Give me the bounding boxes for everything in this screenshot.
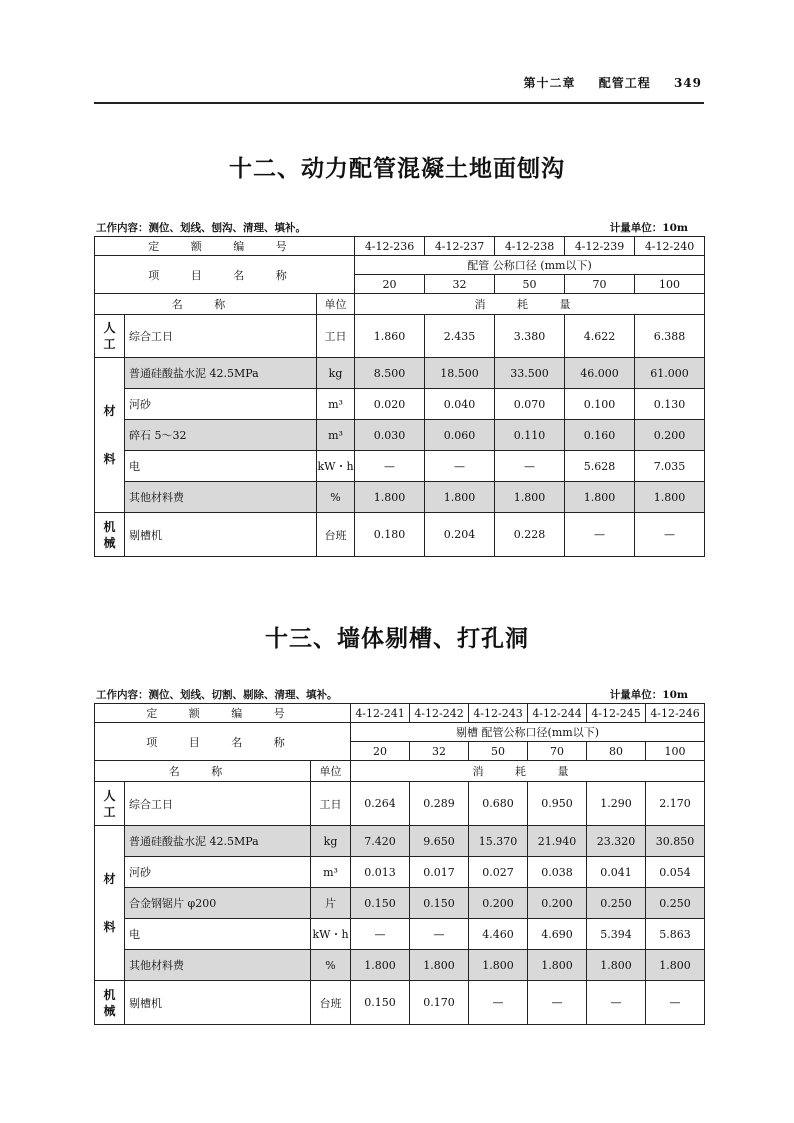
page-number: 349	[673, 76, 702, 90]
value-cell: 15.370	[469, 826, 528, 857]
resource-name: 电	[125, 919, 311, 950]
value-cell: 1.800	[528, 950, 587, 981]
unit-column-label: 单位	[311, 761, 351, 782]
consumption-label: 消 耗 量	[355, 294, 705, 315]
category-labor: 人 工	[95, 315, 125, 358]
resource-name: 其他材料费	[125, 482, 317, 513]
diameter-cell: 70	[565, 275, 635, 294]
value-cell: 0.110	[495, 420, 565, 451]
page-header	[94, 72, 704, 104]
value-cell: 0.150	[351, 888, 410, 919]
code-cell: 4-12-238	[495, 237, 565, 256]
diameter-cell: 70	[528, 742, 587, 761]
value-cell: 1.860	[355, 315, 425, 358]
resource-name: 碎石 5～32	[125, 420, 317, 451]
resource-unit: 片	[311, 888, 351, 919]
value-cell: 6.388	[635, 315, 705, 358]
value-cell: 0.950	[528, 782, 587, 826]
resource-name: 剔槽机	[125, 981, 311, 1025]
diameter-cell: 32	[410, 742, 469, 761]
value-cell: —	[587, 981, 646, 1025]
value-cell: 0.680	[469, 782, 528, 826]
value-cell: 1.800	[410, 950, 469, 981]
section2-meta	[94, 687, 704, 701]
diameter-header: 剔槽 配管公称口径(mm以下)	[351, 723, 705, 742]
resource-unit: m³	[311, 857, 351, 888]
unit-column-label: 单位	[317, 294, 355, 315]
value-cell: 3.380	[495, 315, 565, 358]
value-cell: 0.228	[495, 513, 565, 557]
value-cell: 0.200	[635, 420, 705, 451]
measure-unit: 计量单位：10m	[609, 689, 688, 701]
value-cell: —	[410, 919, 469, 950]
resource-unit: kW・h	[311, 919, 351, 950]
value-cell: 0.250	[646, 888, 705, 919]
value-cell: 8.500	[355, 358, 425, 389]
value-cell: 0.027	[469, 857, 528, 888]
section-label: 配管工程	[598, 76, 651, 90]
value-cell: 0.013	[351, 857, 410, 888]
resource-name: 剔槽机	[125, 513, 317, 557]
value-cell: 33.500	[495, 358, 565, 389]
code-cell: 4-12-245	[587, 704, 646, 723]
value-cell: 1.800	[587, 950, 646, 981]
value-cell: 1.800	[355, 482, 425, 513]
resource-unit: m³	[317, 389, 355, 420]
value-cell: 1.800	[351, 950, 410, 981]
resource-name: 综合工日	[125, 315, 317, 358]
section1-title: 十二、动力配管混凝土地面刨沟	[229, 156, 565, 182]
resource-unit: kW・h	[317, 451, 355, 482]
category-machinery: 机 械	[95, 513, 125, 557]
value-cell: —	[425, 451, 495, 482]
resource-unit: 台班	[311, 981, 351, 1025]
code-cell: 4-12-240	[635, 237, 705, 256]
value-cell: 0.150	[410, 888, 469, 919]
value-cell: —	[565, 513, 635, 557]
code-cell: 4-12-243	[469, 704, 528, 723]
value-cell: —	[469, 981, 528, 1025]
diameter-cell: 32	[425, 275, 495, 294]
value-cell: 0.070	[495, 389, 565, 420]
value-cell: 1.800	[565, 482, 635, 513]
category-labor: 人 工	[95, 782, 125, 826]
resource-unit: 工日	[317, 315, 355, 358]
code-cell: 4-12-246	[646, 704, 705, 723]
code-cell: 4-12-236	[355, 237, 425, 256]
resource-unit: 工日	[311, 782, 351, 826]
value-cell: 9.650	[410, 826, 469, 857]
value-cell: 0.150	[351, 981, 410, 1025]
value-cell: 1.800	[425, 482, 495, 513]
value-cell: 1.800	[495, 482, 565, 513]
resource-unit: kg	[317, 358, 355, 389]
work-content: 工作内容：测位、划线、切割、剔除、清理、填补。	[96, 689, 338, 701]
quota-number-label: 定 额 编 号	[95, 237, 355, 256]
value-cell: 0.060	[425, 420, 495, 451]
value-cell: 0.200	[528, 888, 587, 919]
code-cell: 4-12-242	[410, 704, 469, 723]
resource-unit: kg	[311, 826, 351, 857]
value-cell: 0.180	[355, 513, 425, 557]
value-cell: 0.041	[587, 857, 646, 888]
value-cell: 0.160	[565, 420, 635, 451]
work-content: 工作内容：测位、划线、刨沟、清理、填补。	[96, 222, 306, 234]
diameter-cell: 50	[469, 742, 528, 761]
measure-unit: 计量单位：10m	[609, 222, 688, 234]
resource-unit: %	[317, 482, 355, 513]
consumption-label: 消 耗 量	[351, 761, 705, 782]
code-cell: 4-12-241	[351, 704, 410, 723]
value-cell: 0.054	[646, 857, 705, 888]
value-cell: 4.460	[469, 919, 528, 950]
diameter-cell: 80	[587, 742, 646, 761]
value-cell: 1.800	[469, 950, 528, 981]
value-cell: 0.130	[635, 389, 705, 420]
diameter-cell: 50	[495, 275, 565, 294]
value-cell: 5.863	[646, 919, 705, 950]
quota-table-2	[94, 703, 705, 1025]
value-cell: 2.170	[646, 782, 705, 826]
value-cell: 1.800	[646, 950, 705, 981]
value-cell: 61.000	[635, 358, 705, 389]
value-cell: 0.030	[355, 420, 425, 451]
resource-name: 普通硅酸盐水泥 42.5MPa	[125, 826, 311, 857]
resource-name: 电	[125, 451, 317, 482]
value-cell: 0.289	[410, 782, 469, 826]
code-cell: 4-12-237	[425, 237, 495, 256]
value-cell: 4.622	[565, 315, 635, 358]
diameter-cell: 20	[355, 275, 425, 294]
resource-unit: m³	[317, 420, 355, 451]
value-cell: 7.420	[351, 826, 410, 857]
item-name-label: 项 目 名 称	[95, 256, 355, 294]
resource-name: 河砂	[125, 389, 317, 420]
diameter-cell: 20	[351, 742, 410, 761]
value-cell: 18.500	[425, 358, 495, 389]
resource-name: 综合工日	[125, 782, 311, 826]
value-cell: 5.394	[587, 919, 646, 950]
item-name-label: 项 目 名 称	[95, 723, 351, 761]
value-cell: 21.940	[528, 826, 587, 857]
value-cell: —	[351, 919, 410, 950]
value-cell: —	[495, 451, 565, 482]
resource-name: 其他材料费	[125, 950, 311, 981]
resource-name: 河砂	[125, 857, 311, 888]
code-cell: 4-12-244	[528, 704, 587, 723]
resource-name: 普通硅酸盐水泥 42.5MPa	[125, 358, 317, 389]
value-cell: —	[355, 451, 425, 482]
resource-unit: 台班	[317, 513, 355, 557]
value-cell: —	[646, 981, 705, 1025]
value-cell: 0.040	[425, 389, 495, 420]
quota-table-1	[94, 236, 705, 557]
category-materials: 材 料	[95, 826, 125, 981]
quota-number-label: 定 额 编 号	[95, 704, 351, 723]
value-cell: 2.435	[425, 315, 495, 358]
value-cell: 0.170	[410, 981, 469, 1025]
value-cell: 5.628	[565, 451, 635, 482]
diameter-cell: 100	[646, 742, 705, 761]
value-cell: 30.850	[646, 826, 705, 857]
value-cell: 46.000	[565, 358, 635, 389]
category-machinery: 机 械	[95, 981, 125, 1025]
value-cell: 0.264	[351, 782, 410, 826]
diameter-cell: 100	[635, 275, 705, 294]
value-cell: 0.250	[587, 888, 646, 919]
value-cell: —	[635, 513, 705, 557]
value-cell: 0.038	[528, 857, 587, 888]
code-cell: 4-12-239	[565, 237, 635, 256]
value-cell: 0.020	[355, 389, 425, 420]
chapter-label: 第十二章	[523, 76, 576, 90]
value-cell: 1.800	[635, 482, 705, 513]
value-cell: 0.100	[565, 389, 635, 420]
value-cell: 0.204	[425, 513, 495, 557]
section1-meta	[94, 220, 704, 234]
value-cell: 4.690	[528, 919, 587, 950]
section2-title: 十三、墙体剔槽、打孔洞	[265, 626, 529, 652]
value-cell: 1.290	[587, 782, 646, 826]
diameter-header: 配管 公称口径 (mm以下)	[355, 256, 705, 275]
value-cell: —	[528, 981, 587, 1025]
resource-name: 合金钢锯片 φ200	[125, 888, 311, 919]
value-cell: 23.320	[587, 826, 646, 857]
value-cell: 7.035	[635, 451, 705, 482]
value-cell: 0.017	[410, 857, 469, 888]
name-column-label: 名 称	[95, 294, 317, 315]
value-cell: 0.200	[469, 888, 528, 919]
resource-unit: %	[311, 950, 351, 981]
category-materials: 材 料	[95, 358, 125, 513]
name-column-label: 名 称	[95, 761, 311, 782]
